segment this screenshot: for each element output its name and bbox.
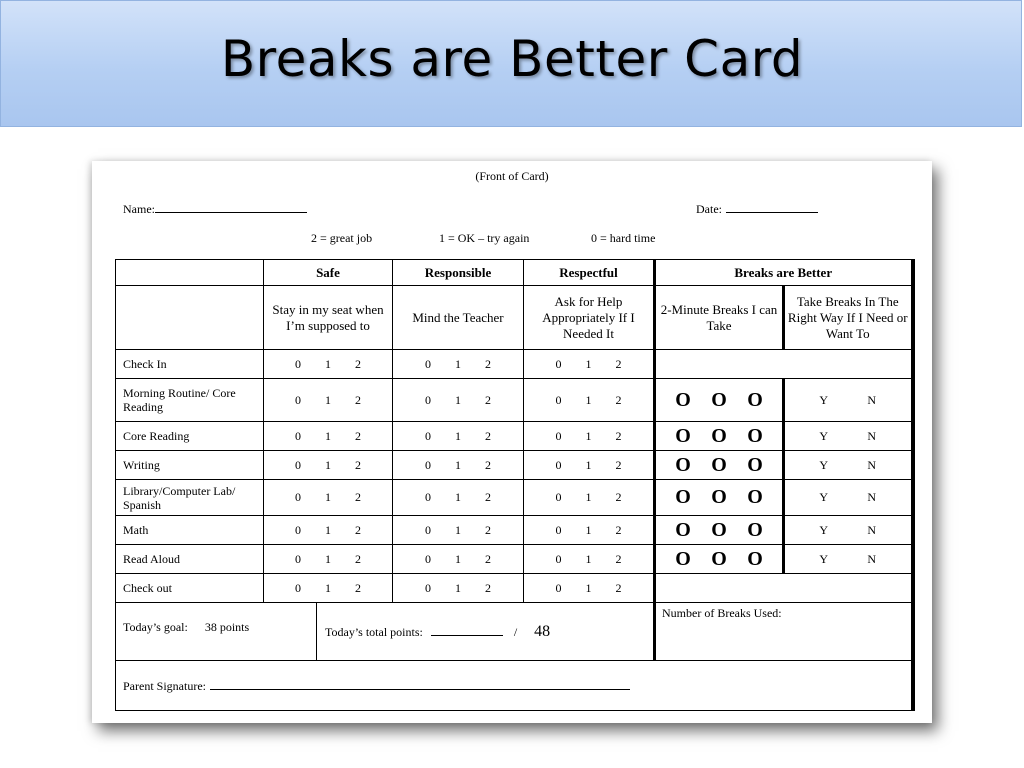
no-option: N [867, 522, 877, 537]
name-field [123, 201, 307, 217]
score-option: 0 [425, 392, 431, 407]
break-circles [656, 486, 782, 509]
breaks-used-cell [655, 603, 913, 661]
score-options [264, 429, 392, 444]
score-option: 1 [585, 356, 592, 371]
break-circles [656, 425, 782, 448]
break-circle-icon: O [747, 424, 763, 447]
card-caption: (Front of Card) [475, 169, 549, 183]
yes-option: Y [819, 551, 829, 566]
subheader-blank-cell [116, 286, 264, 350]
break-circle-icon: O [747, 518, 763, 541]
legend-great-job: 2 = great job [311, 231, 373, 245]
score-option: 0 [555, 392, 562, 407]
score-options [264, 523, 392, 538]
table-row [116, 574, 913, 603]
break-circles-cell [655, 480, 784, 516]
no-option: N [867, 551, 877, 566]
score-option: 0 [295, 490, 301, 504]
signature-blank-line [210, 677, 630, 690]
score-option: 0 [425, 490, 431, 504]
score-options [524, 490, 653, 505]
score-option: 1 [585, 457, 592, 472]
score-option: 1 [325, 522, 331, 537]
score-option: 1 [585, 551, 592, 566]
yes-no-options [785, 458, 911, 473]
score-options [393, 458, 523, 473]
yes-no-cell [784, 480, 913, 516]
score-option: 1 [455, 490, 461, 504]
score-cell-safe [264, 516, 393, 545]
score-option: 2 [355, 580, 361, 595]
break-circle-icon: O [711, 486, 727, 508]
total-blank-line [431, 623, 503, 636]
legend-ok-try-again: 1 = OK – try again [439, 231, 530, 245]
score-cell-safe [264, 350, 393, 379]
total-points-cell [317, 603, 655, 661]
breaks-card-image [92, 161, 932, 723]
goal-label: Today’s goal: [123, 620, 188, 634]
yes-no-options [785, 523, 911, 538]
score-option: 1 [455, 457, 461, 472]
yes-no-options [785, 393, 911, 408]
score-option: 2 [615, 522, 622, 537]
yes-option: Y [819, 457, 829, 472]
subheader-stay-in-seat: Stay in my seat when I’m supposed to [264, 286, 393, 350]
score-option: 1 [455, 551, 461, 566]
date-label: Date: [696, 202, 722, 216]
header-row [116, 260, 913, 286]
score-cell-safe [264, 451, 393, 480]
break-circle-icon: O [711, 453, 727, 476]
score-option: 0 [555, 490, 562, 504]
yes-no-cell [784, 516, 913, 545]
score-option: 2 [485, 428, 491, 443]
yes-option: Y [819, 522, 829, 537]
score-option: 1 [455, 428, 461, 443]
score-option: 2 [485, 522, 491, 537]
yes-no-cell [784, 422, 913, 451]
score-options [524, 429, 653, 444]
score-option: 2 [615, 428, 622, 443]
score-options [393, 357, 523, 372]
score-option: 0 [295, 392, 301, 407]
score-option: 2 [615, 551, 622, 566]
score-option: 0 [555, 580, 562, 595]
header-breaks-are-better: Breaks are Better [655, 260, 913, 286]
break-circles-cell [655, 451, 784, 480]
score-options [524, 393, 653, 408]
score-option: 1 [325, 490, 331, 504]
no-option: N [867, 392, 877, 407]
row-label: Math [116, 516, 264, 545]
row-label: Check out [116, 574, 264, 603]
score-options [524, 357, 653, 372]
header-blank-cell [116, 260, 264, 286]
score-option: 0 [425, 522, 431, 537]
break-circles-cell [655, 516, 784, 545]
score-option: 2 [355, 457, 361, 472]
break-circles [656, 519, 782, 542]
yes-no-options [785, 490, 911, 505]
score-option: 1 [325, 356, 331, 371]
score-option: 0 [425, 580, 431, 595]
no-option: N [867, 490, 877, 504]
table-row [116, 516, 913, 545]
score-option: 1 [455, 392, 461, 407]
subheader-two-minute-breaks: 2-Minute Breaks I can Take [655, 286, 784, 350]
score-option: 1 [455, 522, 461, 537]
goal-row [116, 603, 913, 661]
score-option: 2 [355, 428, 361, 443]
score-option: 2 [615, 490, 622, 504]
score-option: 0 [295, 580, 301, 595]
break-circles-cell [655, 422, 784, 451]
yes-option: Y [819, 490, 829, 504]
score-option: 2 [615, 580, 622, 595]
score-option: 1 [325, 428, 331, 443]
table-row [116, 350, 913, 379]
score-options [264, 357, 392, 372]
row-label: Writing [116, 451, 264, 480]
score-cell-responsible [393, 350, 524, 379]
score-cell-safe [264, 422, 393, 451]
name-label: Name: [123, 202, 155, 216]
score-cell-respectful [524, 480, 655, 516]
behavior-grid [115, 259, 915, 711]
score-options [524, 552, 653, 567]
subheader-take-breaks-right-way: Take Breaks In The Right Way If I Need or Want To [784, 286, 913, 350]
score-option: 0 [425, 457, 431, 472]
score-option: 0 [555, 522, 562, 537]
signature-cell [116, 661, 913, 711]
score-option: 2 [615, 457, 622, 472]
no-option: N [867, 457, 877, 472]
goal-cell [116, 603, 317, 661]
score-cell-responsible [393, 480, 524, 516]
score-cell-responsible [393, 422, 524, 451]
break-circle-icon: O [711, 547, 727, 570]
break-circles-cell [655, 379, 784, 422]
total-max: 48 [534, 622, 551, 640]
score-option: 0 [425, 551, 431, 566]
score-option: 2 [615, 392, 622, 407]
score-option: 1 [455, 580, 461, 595]
table-row [116, 480, 913, 516]
break-circle-icon: O [711, 388, 727, 411]
score-cell-safe [264, 480, 393, 516]
score-option: 1 [585, 580, 592, 595]
score-option: 2 [485, 457, 491, 472]
score-option: 0 [425, 428, 431, 443]
row-label: Core Reading [116, 422, 264, 451]
score-options [393, 490, 523, 505]
score-options [264, 490, 392, 505]
yes-no-options [785, 552, 911, 567]
score-option: 2 [355, 522, 361, 537]
break-circle-icon: O [675, 453, 691, 476]
date-blank-line [726, 201, 818, 213]
score-options [393, 429, 523, 444]
table-row [116, 451, 913, 480]
score-cell-respectful [524, 574, 655, 603]
header-respectful: Respectful [524, 260, 655, 286]
row-label: Library/Computer Lab/ Spanish [116, 480, 264, 516]
score-options [524, 523, 653, 538]
score-option: 0 [295, 428, 301, 443]
score-options [264, 393, 392, 408]
score-cell-respectful [524, 379, 655, 422]
date-field [696, 201, 818, 217]
score-cell-responsible [393, 379, 524, 422]
score-option: 1 [455, 356, 461, 371]
table-row [116, 545, 913, 574]
break-circle-icon: O [711, 518, 727, 541]
score-cell-responsible [393, 545, 524, 574]
score-option: 2 [355, 490, 361, 504]
header-responsible: Responsible [393, 260, 524, 286]
subheader-row [116, 286, 913, 350]
score-cell-respectful [524, 422, 655, 451]
score-option: 0 [555, 551, 562, 566]
table-row [116, 422, 913, 451]
score-options [393, 581, 523, 596]
break-circles [656, 454, 782, 477]
break-circles-cell [655, 545, 784, 574]
score-cell-respectful [524, 350, 655, 379]
yes-no-cell [784, 451, 913, 480]
score-option: 2 [485, 490, 491, 504]
score-option: 2 [355, 551, 361, 566]
break-circle-icon: O [747, 453, 763, 476]
score-option: 1 [585, 392, 592, 407]
score-option: 2 [615, 356, 622, 371]
subheader-ask-for-help: Ask for Help Appropriately If I Needed It [524, 286, 655, 350]
score-options [524, 581, 653, 596]
yes-no-cell [784, 545, 913, 574]
score-option: 2 [485, 580, 491, 595]
score-option: 0 [555, 356, 562, 371]
score-option: 0 [295, 356, 301, 371]
total-slash: / [513, 624, 518, 639]
score-option: 1 [585, 428, 592, 443]
score-options [393, 552, 523, 567]
no-option: N [867, 428, 877, 443]
legend-hard-time: 0 = hard time [591, 231, 656, 245]
table-row [116, 379, 913, 422]
score-option: 0 [295, 551, 301, 566]
row-label: Check In [116, 350, 264, 379]
break-circles [656, 548, 782, 571]
yes-option: Y [819, 392, 829, 407]
break-circle-icon: O [675, 486, 691, 508]
breaks-empty-cell [655, 350, 913, 379]
name-blank-line [155, 201, 307, 213]
break-circle-icon: O [711, 424, 727, 447]
score-cell-respectful [524, 545, 655, 574]
row-label: Read Aloud [116, 545, 264, 574]
score-option: 0 [555, 457, 562, 472]
subheader-mind-teacher: Mind the Teacher [393, 286, 524, 350]
score-options [393, 393, 523, 408]
break-circle-icon: O [675, 388, 691, 411]
score-option: 0 [295, 457, 301, 472]
score-option: 0 [295, 522, 301, 537]
total-label: Today’s total points: [325, 624, 423, 639]
signature-row [116, 661, 913, 711]
score-option: 2 [485, 392, 491, 407]
score-options [393, 523, 523, 538]
score-cell-respectful [524, 451, 655, 480]
goal-value: 38 points [204, 620, 250, 634]
breaks-used-label: Number of Breaks Used: [662, 606, 782, 620]
score-option: 1 [325, 551, 331, 566]
score-cell-safe [264, 574, 393, 603]
score-option: 1 [325, 457, 331, 472]
yes-no-cell [784, 379, 913, 422]
score-cell-responsible [393, 451, 524, 480]
break-circles [656, 389, 782, 412]
score-option: 0 [555, 428, 562, 443]
score-option: 1 [325, 580, 331, 595]
score-options [264, 458, 392, 473]
score-cell-respectful [524, 516, 655, 545]
score-cell-safe [264, 545, 393, 574]
score-option: 1 [585, 490, 592, 504]
score-cell-responsible [393, 516, 524, 545]
break-circle-icon: O [747, 486, 763, 508]
score-option: 2 [485, 551, 491, 566]
row-label: Morning Routine/ Core Reading [116, 379, 264, 422]
break-circle-icon: O [747, 388, 763, 411]
score-option: 1 [325, 392, 331, 407]
score-cell-responsible [393, 574, 524, 603]
score-options [264, 552, 392, 567]
slide-title: Breaks are Better Card [220, 30, 804, 88]
yes-option: Y [819, 428, 829, 443]
score-option: 1 [585, 522, 592, 537]
header-safe: Safe [264, 260, 393, 286]
break-circle-icon: O [675, 424, 691, 447]
yes-no-options [785, 429, 911, 444]
score-options [264, 581, 392, 596]
score-option: 2 [355, 356, 361, 371]
break-circle-icon: O [675, 547, 691, 570]
score-option: 2 [485, 356, 491, 371]
break-circle-icon: O [747, 547, 763, 570]
break-circle-icon: O [675, 518, 691, 541]
parent-signature-label: Parent Signature: [123, 679, 206, 693]
score-options [524, 458, 653, 473]
score-option: 0 [425, 356, 431, 371]
breaks-empty-cell [655, 574, 913, 603]
score-option: 2 [355, 392, 361, 407]
score-cell-safe [264, 379, 393, 422]
